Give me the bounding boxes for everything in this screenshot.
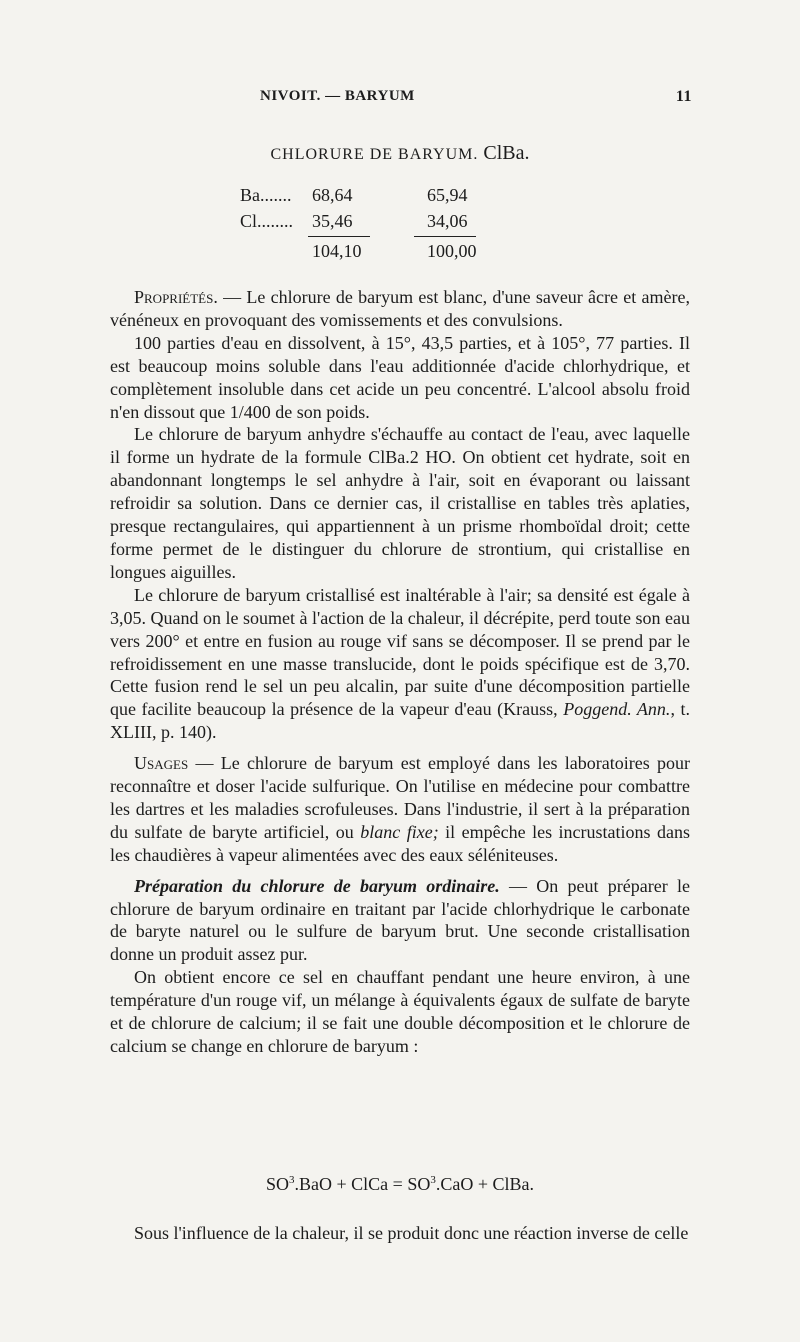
value-a: 68,64 [312, 185, 353, 205]
value-b: 34,06 [427, 211, 468, 231]
paragraph-double-decomposition: On obtient encore ce sel en chauffant pendant une heure environ, à une température d'un rouge vif, un mélange à équivalents égaux de sulfate de baryte et de chlorure de calcium; il se fait une double décomposition et le chlorure de calcium se change en chlorure de baryum : [110, 967, 690, 1056]
proprietes-label: Propriétés. [134, 287, 218, 307]
paragraph-hydrate: Le chlorure de baryum anhydre s'échauffe au contact de l'eau, avec laquelle il forme un hydrate de la formule ClBa.2 HO. On obtient cet hydrate, soit en abandonnant longtemps le sel anhydre à l'air, soit en évaporant ou laissant refroidir sa solution. Dans ce dernier cas, il cristallise en tables très aplaties, presque rectangulaires, qui appartiennent à un prisme rhomboïdal droit; cette forme permet de le distinguer du chlorure de strontium, qui cristallise en longues aiguilles. [110, 424, 690, 582]
page-number: 11 [675, 88, 692, 105]
equation-part-2: .BaO + ClCa = SO [294, 1174, 431, 1194]
paragraph-proprietes [110, 286, 690, 332]
p4-reference: Poggend. Ann. [563, 699, 671, 720]
section-formula: ClBa. [483, 142, 530, 164]
equation-sup-1: 3 [289, 1174, 295, 1186]
usages-label: Usages [134, 753, 189, 774]
body-text [110, 286, 690, 1058]
total-a: 104,10 [312, 241, 362, 261]
paragraph-usages [110, 752, 690, 867]
value-b: 65,94 [427, 185, 468, 205]
equation-part-3: .CaO + ClBa. [435, 1174, 534, 1194]
paragraph-preparation [110, 875, 690, 967]
total-b: 100,00 [427, 241, 477, 261]
paragraph-solubility: 100 parties d'eau en dissolvent, à 15°, 43,5 parties, et à 105°, 77 parties. Il est beaucoup moins soluble dans l'eau additionnée d'acide chlorhydrique, et complètement insoluble dans cet acide un peu concentré. L'alcool absolu froid n'en dissout que 1/400 de son poids. [110, 332, 690, 422]
proprietes-text: — Le chlorure de baryum est blanc, d'une saveur âcre et amère, vénéneux en provoquant des vomissements et des convulsions. [110, 287, 690, 330]
composition-row-cl [240, 206, 507, 232]
paragraph-crystallized [110, 584, 690, 744]
preparation-label: Préparation du chlorure de baryum ordinaire. [134, 875, 500, 896]
p4-text-b: , t. XLIII, p. 140). [110, 699, 691, 743]
composition-table [240, 180, 507, 262]
sum-rule-a [308, 236, 370, 237]
preparation-text: — On peut préparer le chlorure de baryum ordinaire en traitant par l'acide chlorhydrique le carbonate de baryte naturel ou le sulfure de baryum brut. Une seconde cristallisation donne un produit assez pur. [110, 875, 690, 965]
usages-text-2: il empêche les incrustations dans les chaudières à vapeur alimentées avec des eaux séléniteuses. [110, 821, 691, 865]
sum-rule-b [414, 236, 476, 237]
p4-text-a: Le chlorure de baryum cristallisé est inaltérable à l'air; sa densité est égale à 3,05. Quand on le soumet à l'action de la chaleur, il décrépite, perd toute son eau vers 200° et entre en fusion au rouge vif sans se décomposer. Il se prend par le refroidissement en une masse translucide, dont le poids spécifique est de 3,70. Cette fusion rend le sel un peu alcalin, par suite d'une décomposition partielle que facilite beaucoup la présence de la vapeur d'eau (Krauss, [110, 584, 690, 720]
body-text-bottom [110, 1222, 690, 1245]
equation-sup-2: 3 [430, 1174, 436, 1186]
element-label: Ba....... [240, 185, 292, 205]
running-head-title: NIVOIT. — BARYUM [260, 88, 415, 104]
section-title [0, 142, 800, 165]
composition-row-total [240, 236, 507, 262]
composition-row-ba [240, 180, 507, 206]
chemical-equation [0, 1174, 800, 1195]
usages-italic: blanc fixe; [360, 821, 439, 842]
section-title-text: CHLORURE DE BARYUM. [270, 146, 479, 163]
paragraph-final: Sous l'influence de la chaleur, il se produit donc une réaction inverse de celle [134, 1223, 689, 1243]
element-label: Cl........ [240, 211, 294, 231]
value-a: 35,46 [312, 211, 353, 231]
usages-text: — Le chlorure de baryum est employé dans les laboratoires pour reconnaître et doser l'acide sulfurique. On l'utilise en médecine pour combattre les dartres et les maladies scrofuleuses. Dans l'industrie, il sert à la préparation du sulfate de baryte artificiel, ou [110, 753, 690, 842]
equation-part-1: SO [266, 1174, 290, 1194]
